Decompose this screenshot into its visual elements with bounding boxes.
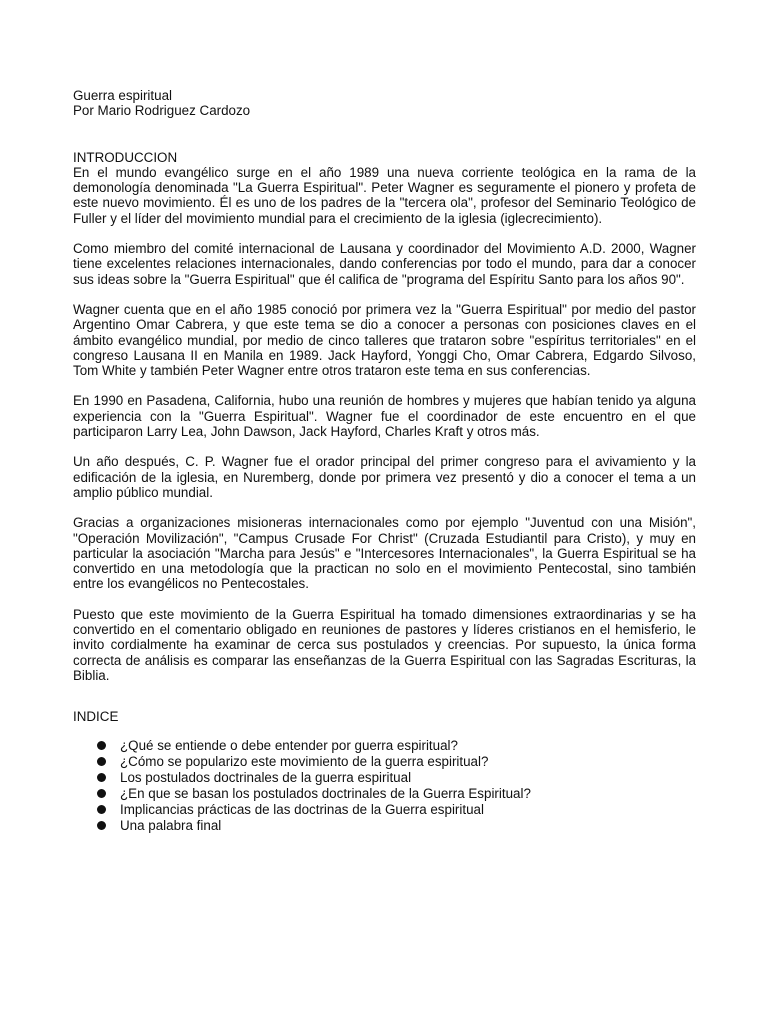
index-item-label: ¿En que se basan los postulados doctrinales de la Guerra Espiritual? <box>120 785 531 801</box>
bullet-dot-icon <box>97 805 106 814</box>
index-item-label: ¿Cómo se popularizo este movimiento de la guerra espiritual? <box>120 753 489 769</box>
intro-paragraph-5: Un año después, C. P. Wagner fue el orador principal del primer congreso para el avivamiento y la edificación de la iglesia, en Nuremberg, donde por primera vez presentó y dio a conocer el tema a un amplio público mundial. <box>73 454 696 500</box>
intro-paragraph-1: En el mundo evangélico surge en el año 1989 una nueva corriente teológica en la rama de la demonología denominada "La Guerra Espiritual". Peter Wagner es seguramente el pionero y profeta de este nuevo movimiento. Él es uno de los padres de la "tercera ola", profesor del Seminario Teológico de Fuller y el líder del movimiento mundial para el crecimiento de la iglesia (iglecrecimiento). <box>73 164 696 226</box>
title-block <box>73 88 696 119</box>
intro-paragraph-7: Puesto que este movimiento de la Guerra Espiritual ha tomado dimensiones extraordinarias y se ha convertido en el comentario obligado en reuniones de pastores y líderes cristianos en el hemisferio, le invito cordialmente ha examinar de cerca sus postulados y creencias. Por supuesto, la única forma correcta de análisis es comparar las enseñanzas de la Guerra Espiritual con las Sagradas Escrituras, la Biblia. <box>73 606 696 683</box>
document-author: Por Mario Rodriguez Cardozo <box>73 103 251 119</box>
intro-heading: INTRODUCCION <box>73 149 178 165</box>
index-item <box>97 786 696 802</box>
bullet-dot-icon <box>97 821 106 830</box>
index-item-label: ¿Qué se entiende o debe entender por guerra espiritual? <box>120 737 458 753</box>
document-title: Guerra espiritual <box>73 88 172 103</box>
index-item <box>97 818 696 834</box>
intro-paragraph-2: Como miembro del comité internacional de Lausana y coordinador del Movimiento A.D. 2000, Wagner tiene excelentes relaciones internacionales, dando conferencias por todo el mundo, para dar a conocer sus ideas sobre la "Guerra Espiritual" que él califica de "programa del Espíritu Santo para los años 90". <box>73 241 696 287</box>
bullet-dot-icon <box>97 757 106 766</box>
index-list <box>73 738 696 834</box>
index-item <box>97 802 696 818</box>
index-heading: INDICE <box>73 709 119 725</box>
bullet-dot-icon <box>97 773 106 782</box>
intro-paragraph-3: Wagner cuenta que en el año 1985 conoció por primera vez la "Guerra Espiritual" por medio del pastor Argentino Omar Cabrera, y que este tema se dio a conocer a personas con posiciones claves en el ámbito evangélico mundial, por medio de cinco talleres que trataron sobre "espíritus territoriales" en el congreso Lausana II en Manila en 1989. Jack Hayford, Yonggi Cho, Omar Cabrera, Edgardo Silvoso, Tom White y también Peter Wagner entre otros trataron este tema en sus conferencias. <box>73 301 696 379</box>
index-item-label: Implicancias prácticas de las doctrinas de la Guerra espiritual <box>120 801 484 817</box>
index-item <box>97 738 696 754</box>
bullet-dot-icon <box>97 741 106 750</box>
index-item-label: Una palabra final <box>120 817 222 833</box>
index-item <box>97 770 696 786</box>
intro-paragraph-4: En 1990 en Pasadena, California, hubo una reunión de hombres y mujeres que habían tenido ya alguna experiencia con la "Guerra Espiritual". Wagner fue el coordinador de este encuentro en el que participaron Larry Lea, John Dawson, Jack Hayford, Charles Kraft y otros más. <box>73 393 696 440</box>
index-item-label: Los postulados doctrinales de la guerra espiritual <box>120 769 412 785</box>
intro-paragraph-6: Gracias a organizaciones misioneras internacionales como por ejemplo "Juventud con una Misión", "Operación Movilización", "Campus Crusade For Christ" (Cruzada Estudiantil para Cristo), y muy en particular la asociación "Marcha para Jesús" e "Intercesores Internacionales", la Guerra Espiritual se ha convertido en una metodología que la practican no solo en el movimiento Pentecostal, sino también entre los evangélicos no Pentecostales. <box>73 515 696 592</box>
index-item <box>97 754 696 770</box>
bullet-dot-icon <box>97 789 106 798</box>
